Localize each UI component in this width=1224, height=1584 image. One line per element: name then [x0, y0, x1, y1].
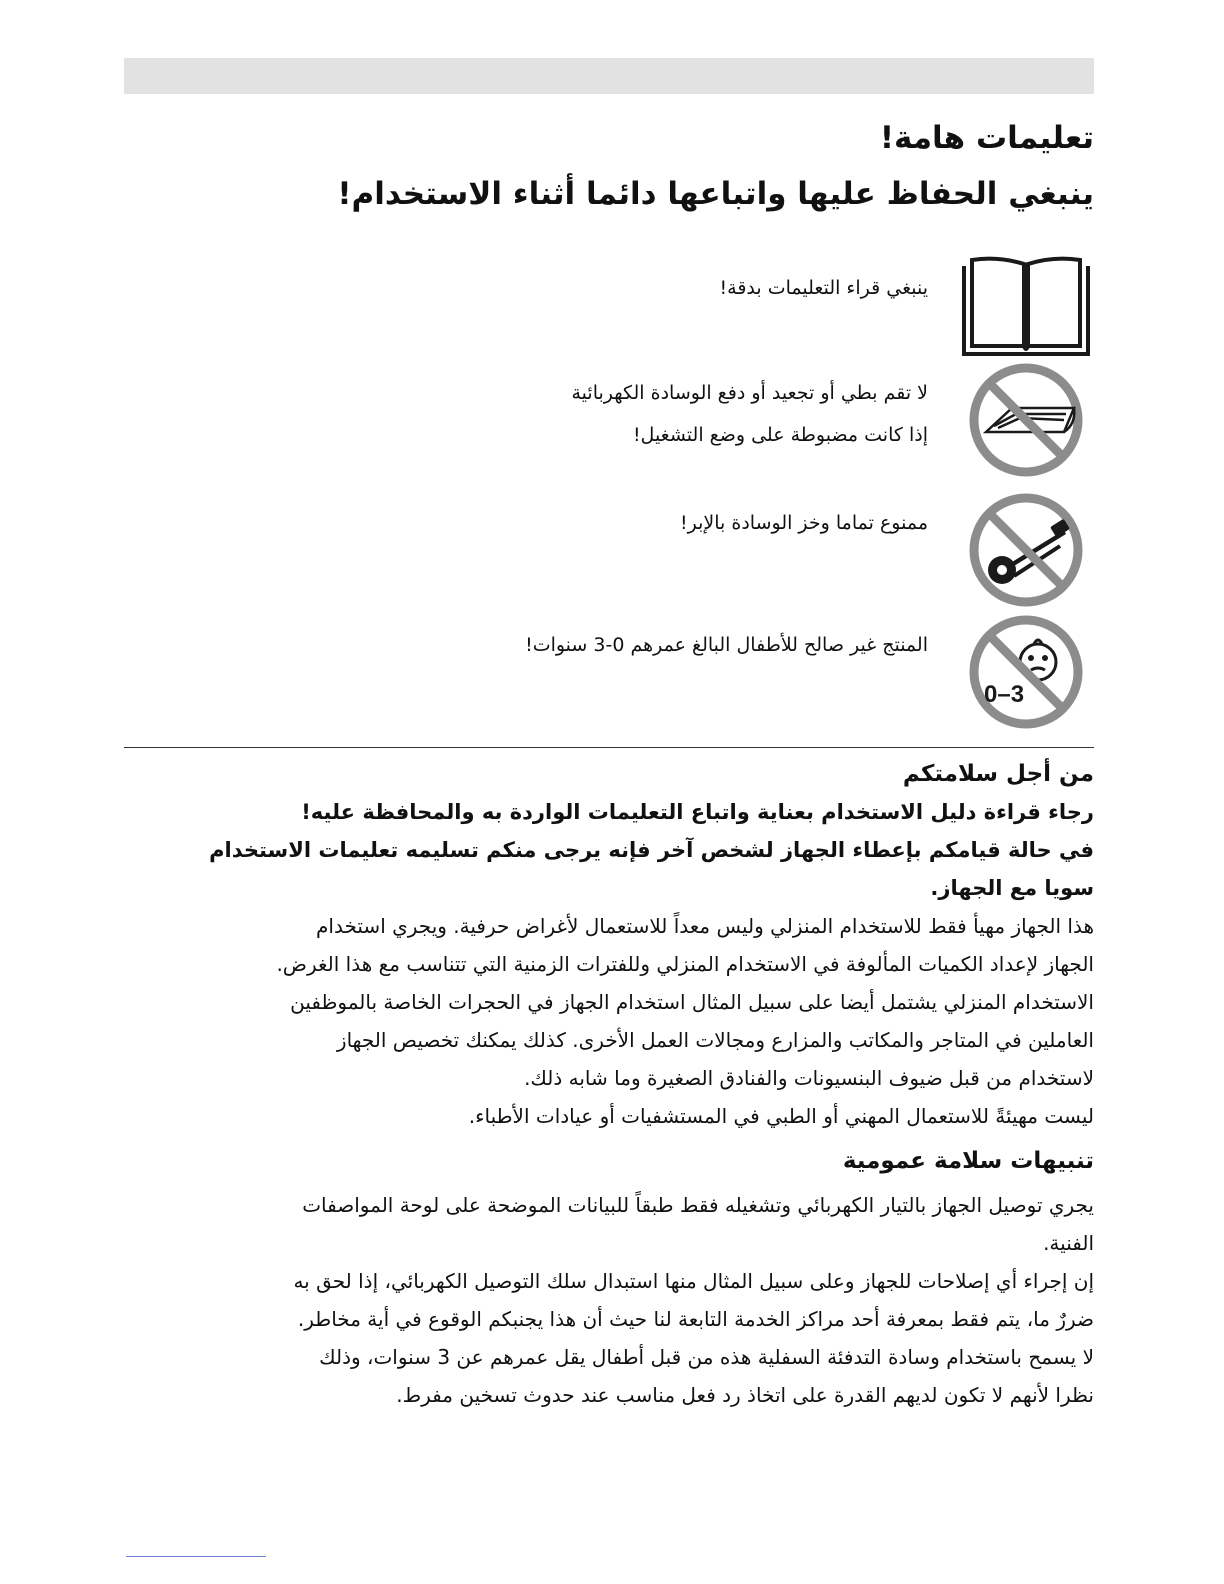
section-heading: تنبيهات سلامة عمومية	[842, 1148, 1094, 1174]
body-line: ضررٌ ما، يتم فقط بمعرفة أحد مراكز الخدمة التابعة لنا حيث أن هذا يجنبكم الوقوع في أية مخاطر.	[297, 1307, 1094, 1331]
general-safety-section	[124, 1142, 1094, 1414]
body-line: نظرا لأنهم لا تكون لديهم القدرة على اتخاذ رد فعل مناسب عند حدوث تسخين مفرط.	[396, 1383, 1094, 1407]
safety-section	[124, 755, 1094, 1135]
instruction-text: ينبغي قراء التعليمات بدقة!	[719, 277, 928, 299]
body-line: ليست مهيئةً للاستعمال المهني أو الطبي في المستشفيات أو عيادات الأطباء.	[468, 1104, 1094, 1128]
no-folding-icon	[968, 362, 1084, 478]
body-line: إن إجراء أي إصلاحات للجهاز وعلى سبيل المثال منها استبدال سلك التوصيل الكهربائي، إذا لحق به	[293, 1269, 1094, 1293]
instruction-text: إذا كانت مضبوطة على وضع التشغيل!	[632, 424, 928, 446]
body-line: لا يسمح باستخدام وسادة التدفئة السفلية هذه من قبل أطفال يقل عمرهم عن 3 سنوات، وذلك	[319, 1345, 1094, 1369]
body-line: الفنية.	[1043, 1231, 1094, 1255]
body-line: يجري توصيل الجهاز بالتيار الكهربائي وتشغيله فقط طبقاً للبيانات الموضحة على لوحة المواصفات	[302, 1193, 1094, 1217]
body-line: الجهاز لإعداد الكميات المألوفة في الاستخدام المنزلي وللفترات الزمنية التي تتناسب مع هذا الغرض.	[276, 952, 1094, 976]
bold-line: في حالة قيامكم بإعطاء الجهاز لشخص آخر فإنه يرجى منكم تسليمه تعليمات الاستخدام	[209, 838, 1094, 862]
body-line: هذا الجهاز مهيأ فقط للاستخدام المنزلي وليس معداً للاستعمال لأغراض حرفية. ويجري استخدام	[316, 914, 1094, 938]
instruction-text: المنتج غير صالح للأطفال البالغ عمرهم 0-3 سنوات!	[525, 634, 928, 656]
no-pins-icon	[968, 492, 1084, 608]
footer-rule	[126, 1556, 266, 1557]
age-badge: 0–3	[984, 681, 1025, 708]
bold-line: رجاء قراءة دليل الاستخدام بعناية واتباع التعليمات الواردة به والمحافظة عليه!	[301, 800, 1094, 824]
open-book-icon	[958, 250, 1094, 360]
instruction-text: ممنوع تماما وخز الوسادة بالإبر!	[680, 512, 928, 534]
body-line: الاستخدام المنزلي يشتمل أيضا على سبيل المثال استخدام الجهاز في الحجرات الخاصة بالموظفين	[290, 990, 1094, 1014]
page-subtitle: ينبغي الحفاظ عليها واتباعها دائما أثناء الاستخدام!	[337, 176, 1094, 212]
section-heading: من أجل سلامتكم	[902, 761, 1094, 787]
body-line: لاستخدام من قبل ضيوف البنسيونات والفنادق الصغيرة وما شابه ذلك.	[524, 1066, 1094, 1090]
instruction-text: لا تقم بطي أو تجعيد أو دفع الوسادة الكهربائية	[571, 382, 928, 404]
page-title: تعليمات هامة!	[879, 120, 1094, 156]
header-band	[124, 58, 1094, 94]
bold-line: سويا مع الجهاز.	[930, 876, 1094, 900]
no-children-icon	[968, 614, 1084, 730]
body-line: العاملين في المتاجر والمكاتب والمزارع ومجالات العمل الأخرى. كذلك يمكنك تخصيص الجهاز	[336, 1028, 1094, 1052]
section-divider	[124, 747, 1094, 748]
